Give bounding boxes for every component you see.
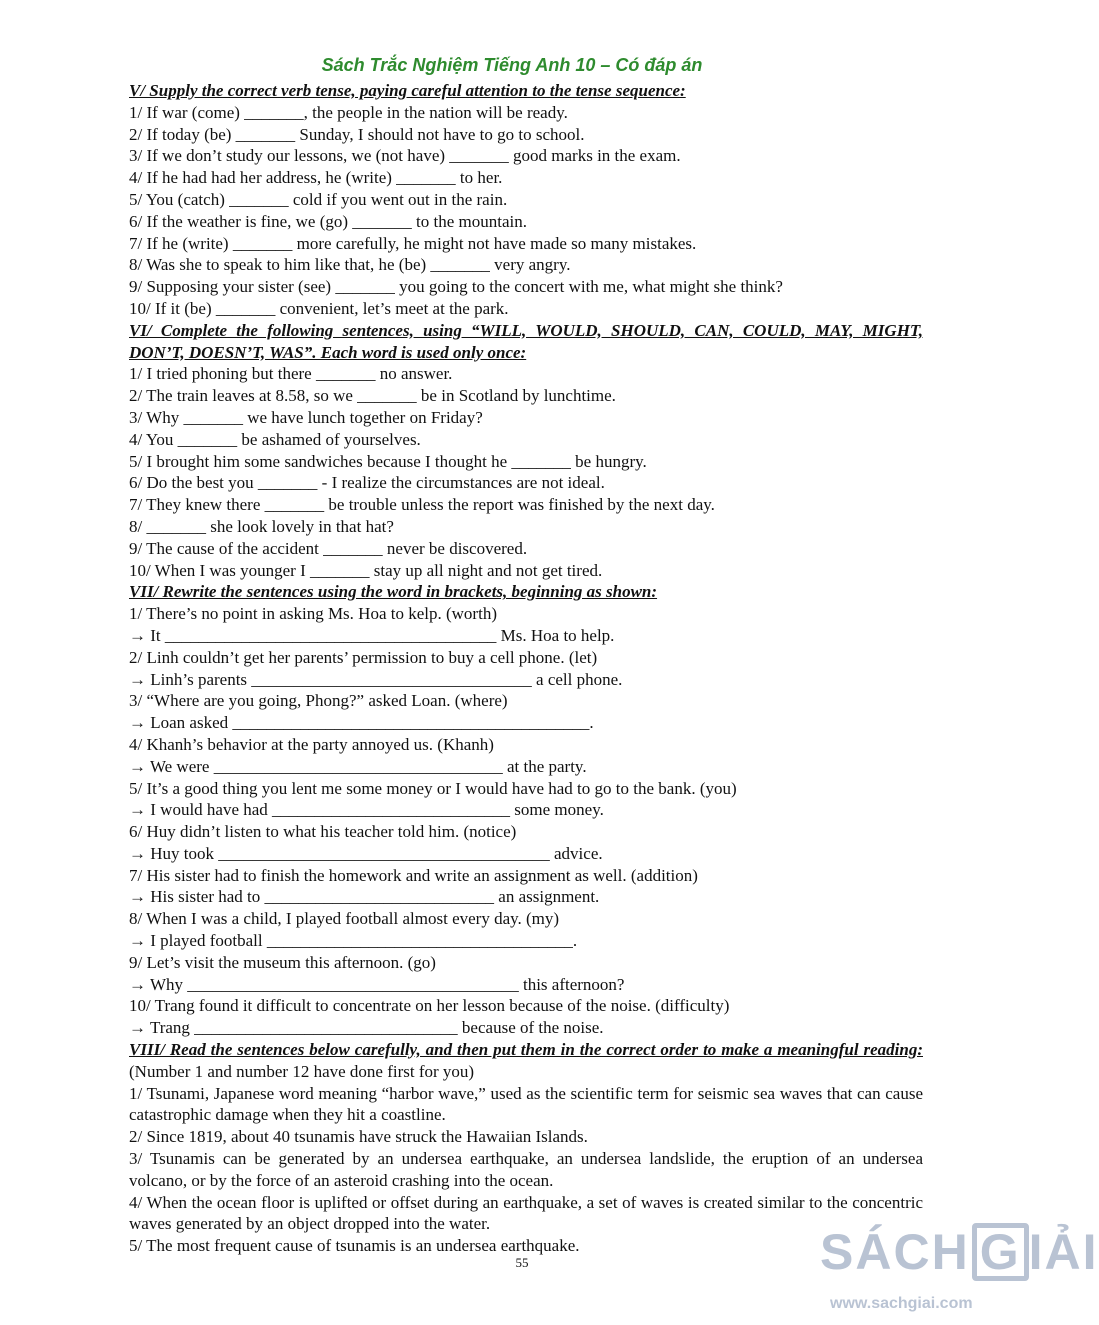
watermark-logo-left: SÁCH [820, 1224, 970, 1280]
section-viii-heading [129, 1039, 923, 1083]
question-vi-4: 4/ You _______ be ashamed of yourselves. [129, 429, 421, 449]
question-vi-7: 7/ They knew there _______ be trouble unless the report was finished by the next day. [129, 495, 715, 515]
question-vi-10: 10/ When I was younger I _______ stay up all night and not get tired. [129, 560, 603, 580]
question-vi-6: 6/ Do the best you _______ - I realize the circumstances are not ideal. [129, 473, 605, 493]
question-vi-3: 3/ Why _______ we have lunch together on Friday? [129, 407, 483, 427]
question-vii-2: 2/ Linh couldn’t get her parents’ permission to buy a cell phone. (let) [129, 647, 598, 667]
question-v-5: 5/ You (catch) _______ cold if you went out in the rain. [129, 189, 508, 209]
question-v-6: 6/ If the weather is fine, we (go) _______ to the mountain. [129, 211, 527, 231]
sentence-viii-2: 2/ Since 1819, about 40 tsunamis have struck the Hawaiian Islands. [129, 1127, 588, 1147]
answer-line-vii-2: → Linh’s parents _________________________________ a cell phone. [129, 669, 623, 689]
question-vi-5: 5/ I brought him some sandwiches because I thought he _______ be hungry. [129, 451, 647, 471]
section-v-title: V/ Supply the correct verb tense, paying careful attention to the tense sequence: [129, 81, 686, 100]
answer-line-vii-7: → His sister had to ___________________________ an assignment. [129, 887, 600, 907]
watermark-logo [820, 1218, 1099, 1286]
question-vi-9: 9/ The cause of the accident _______ never be discovered. [129, 538, 528, 558]
sentence-viii-4: 4/ When the ocean floor is uplifted or offset during an earthquake, a set of waves is created similar to the concentric waves generated by an object dropped into the water. [129, 1192, 923, 1234]
section-viii-title: VIII/ Read the sentences below carefully, and then put them in the correct order to make a meaningful reading: [129, 1040, 923, 1060]
sentence-viii-1: 1/ Tsunami, Japanese word meaning “harbor wave,” used as the scientific term for seismic sea waves that can cause catastrophic damage when they hit a coastline. [129, 1083, 923, 1125]
answer-line-vii-8: → I played football ____________________________________. [129, 931, 578, 951]
answer-line-vii-4: → We were __________________________________ at the party. [129, 756, 587, 776]
question-vii-10: 10/ Trang found it difficult to concentrate on her lesson because of the noise. (difficulty) [129, 996, 730, 1016]
answer-line-vii-6: → Huy took _______________________________________ advice. [129, 843, 603, 863]
question-vii-4: 4/ Khanh’s behavior at the party annoyed us. (Khanh) [129, 734, 494, 754]
section-vii-title: VII/ Rewrite the sentences using the word in brackets, beginning as shown: [129, 582, 658, 602]
answer-line-vii-1: → It _______________________________________ Ms. Hoa to help. [129, 625, 615, 645]
question-vi-2: 2/ The train leaves at 8.58, so we _______ be in Scotland by lunchtime. [129, 386, 616, 406]
question-v-9: 9/ Supposing your sister (see) _______ you going to the concert with me, what might she think? [129, 277, 783, 297]
section-viii-note: (Number 1 and number 12 have done first for you) [129, 1061, 475, 1081]
question-v-7: 7/ If he (write) _______ more carefully, he might not have made so many mistakes. [129, 233, 697, 253]
section-vi-title: VI/ Complete the following sentences, using “WILL, WOULD, SHOULD, CAN, COULD, MAY, MIGHT, DON’T, DOESN’T, WAS”. Each word is used only once: [129, 320, 923, 362]
question-vi-1: 1/ I tried phoning but there _______ no answer. [129, 364, 453, 384]
question-v-1: 1/ If war (come) _______, the people in the nation will be ready. [129, 102, 568, 122]
answer-line-vii-10: → Trang _______________________________ because of the noise. [129, 1018, 604, 1038]
question-v-3: 3/ If we don’t study our lessons, we (not have) _______ good marks in the exam. [129, 146, 681, 166]
watermark-logo-right: IẢI [1028, 1224, 1099, 1280]
question-vii-6: 6/ Huy didn’t listen to what his teacher told him. (notice) [129, 822, 517, 842]
sentence-viii-3: 3/ Tsunamis can be generated by an undersea earthquake, an undersea landslide, the eruption of an undersea volcano, or by the force of an asteroid crashing into the ocean. [129, 1149, 923, 1190]
question-vii-5: 5/ It’s a good thing you lent me some money or I would have had to go to the bank. (you) [129, 778, 737, 798]
question-vii-7: 7/ His sister had to finish the homework and write an assignment as well. (addition) [129, 865, 698, 885]
question-v-8: 8/ Was she to speak to him like that, he (be) _______ very angry. [129, 255, 571, 275]
answer-line-vii-9: → Why _______________________________________ this afternoon? [129, 974, 625, 994]
answer-line-vii-3: → Loan asked __________________________________________. [129, 713, 594, 733]
question-vi-8: 8/ _______ she look lovely in that hat? [129, 516, 394, 536]
answer-line-vii-5: → I would have had ____________________________ some money. [129, 800, 604, 820]
question-vii-3: 3/ “Where are you going, Phong?” asked Loan. (where) [129, 691, 508, 711]
question-vii-8: 8/ When I was a child, I played football almost every day. (my) [129, 909, 560, 929]
question-vii-1: 1/ There’s no point in asking Ms. Hoa to kelp. (worth) [129, 604, 497, 624]
question-v-10: 10/ If it (be) _______ convenient, let’s meet at the park. [129, 298, 509, 318]
sentence-viii-5: 5/ The most frequent cause of tsunamis is an undersea earthquake. [129, 1236, 580, 1256]
question-vii-9: 9/ Let’s visit the museum this afternoon. (go) [129, 952, 436, 972]
worksheet-content [129, 80, 923, 1257]
book-title: Sách Trắc Nghiệm Tiếng Anh 10 – Có đáp án [321, 55, 703, 75]
watermark-url: www.sachgiai.com [830, 1295, 973, 1312]
page-number: 55 [515, 1255, 529, 1270]
question-v-2: 2/ If today (be) _______ Sunday, I should not have to go to school. [129, 124, 585, 144]
question-v-4: 4/ If he had had her address, he (write) _______ to her. [129, 168, 503, 188]
watermark-logo-box: G [972, 1223, 1029, 1281]
